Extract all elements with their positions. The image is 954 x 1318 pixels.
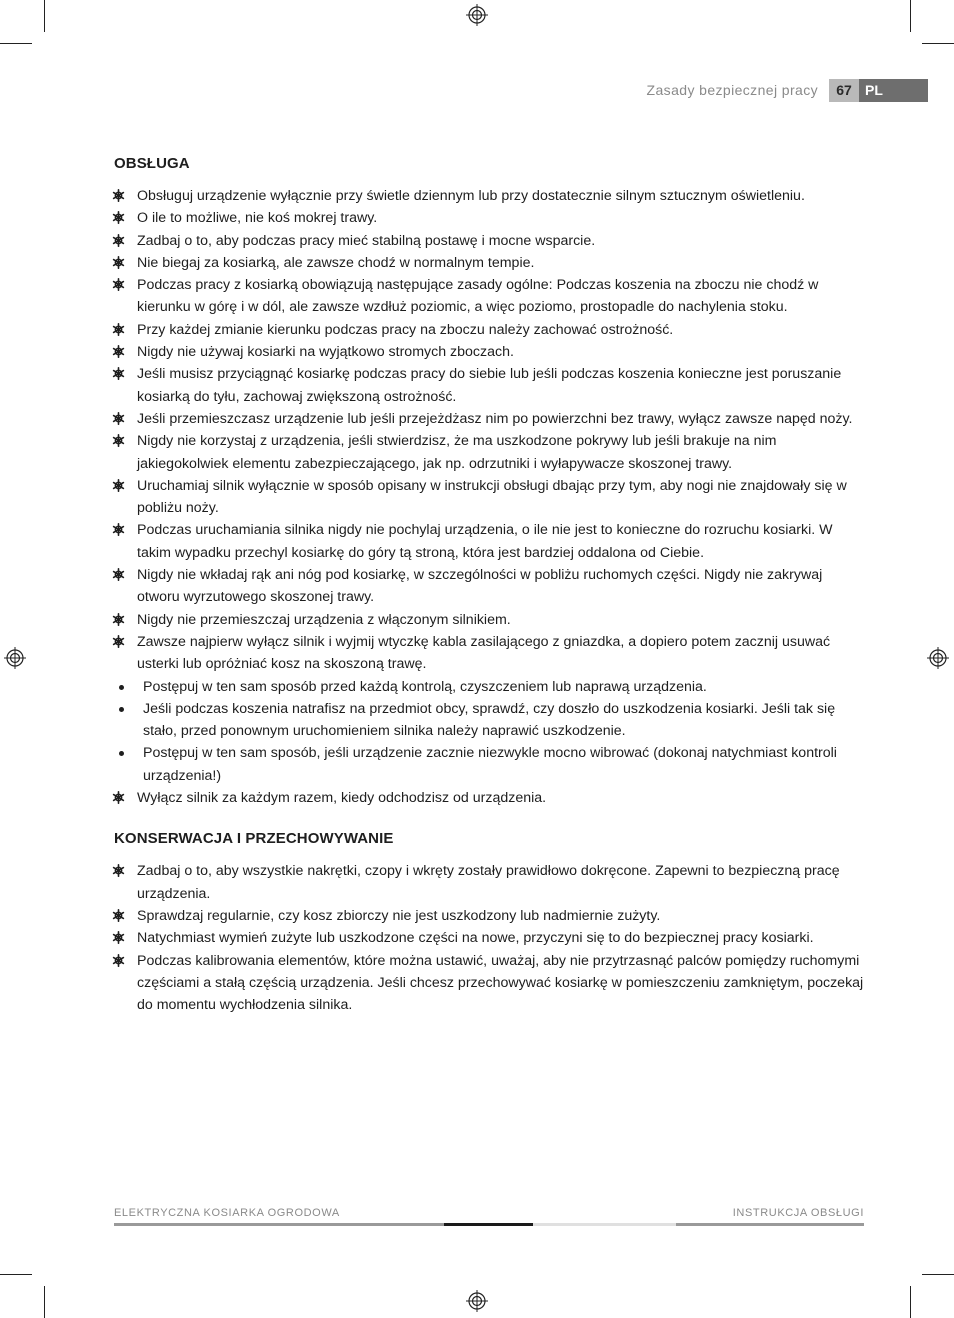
list-item xyxy=(114,950,864,1017)
snowflake-bullet-icon xyxy=(112,954,125,967)
list-item-text: Obsługuj urządzenie wyłącznie przy świetle dziennym lub przy dostatecznie silnym sztucznym oświetleniu. xyxy=(137,188,805,204)
snowflake-bullet-icon xyxy=(112,345,125,358)
section-heading: OBSŁUGA xyxy=(114,155,190,172)
sub-list-item-text: Postępuj w ten sam sposób przed każdą kontrolą, czyszczeniem lub naprawą urządzenia. xyxy=(143,678,707,695)
footer-product-name: ELEKTRYCZNA KOSIARKA OGRODOWA xyxy=(114,1207,340,1219)
snowflake-bullet-icon xyxy=(112,791,125,804)
list-item-text: Podczas kalibrowania elementów, które można ustawić, uważaj, aby nie przytrzasnąć palców pomiędzy ruchomymi częściami a stałą częścią urządzenia. Jeśli chcesz przechowywać kosiarkę w pomieszczeniu zamkniętym, poczekaj do momentu wychłodzenia silnika. xyxy=(137,952,864,1014)
snowflake-bullet-icon xyxy=(112,256,125,269)
list-item-text: Natychmiast wymień zużyte lub uszkodzone części na nowe, przyczyni się to do bezpiecznej pracy kosiarki. xyxy=(137,930,814,947)
sub-list-item-text: Jeśli podczas koszenia natrafisz na przedmiot obcy, sprawdź, czy doszło do uszkodzenia kosiarki. Jeśli tak się stało, przed ponownym uruchomieniem silnika należy naprawić uszkodzenie. xyxy=(143,700,836,740)
list-item xyxy=(114,363,864,408)
document-body xyxy=(114,155,864,1016)
sub-list-item xyxy=(114,698,864,743)
crop-mark xyxy=(0,43,32,44)
crop-mark xyxy=(922,1274,954,1275)
list-item xyxy=(114,860,864,905)
footer-rule xyxy=(533,1223,676,1226)
section xyxy=(114,155,864,809)
list-item-text: O ile to możliwe, nie koś mokrej trawy. xyxy=(137,210,378,227)
registration-mark-icon xyxy=(927,647,949,669)
section-heading: KONSERWACJA I PRZECHOWYWANIE xyxy=(114,830,394,848)
dot-bullet-icon xyxy=(119,685,124,690)
snowflake-bullet-icon xyxy=(112,278,125,291)
list-item-text: Nigdy nie używaj kosiarki na wyjątkowo stromych zboczach. xyxy=(137,344,514,361)
dot-bullet-icon xyxy=(119,707,124,712)
snowflake-bullet-icon xyxy=(112,434,125,447)
list-item xyxy=(114,252,864,274)
list-item-text: Nigdy nie przemieszczaj urządzenia z włączonym silnikiem. xyxy=(137,611,511,628)
crop-mark xyxy=(44,1286,45,1318)
list-item xyxy=(114,475,864,520)
snowflake-bullet-icon xyxy=(112,864,125,877)
dot-bullet-icon xyxy=(119,751,124,756)
crop-mark xyxy=(922,43,954,44)
section xyxy=(114,830,864,1016)
sub-list-item xyxy=(114,742,864,787)
snowflake-bullet-icon xyxy=(112,479,125,492)
snowflake-bullet-icon xyxy=(112,412,125,425)
list-item-text: Uruchamiaj silnik wyłącznie w sposób opisany w instrukcji obsługi dbając przy tym, aby nogi nie znajdowały się w pobliżu noży. xyxy=(137,477,847,517)
bullet-list xyxy=(114,860,864,1016)
list-item-text: Zadbaj o to, aby wszystkie nakrętki, czopy i wkręty zostały prawidłowo dokręcone. Zapewni to bezpieczną pracę urządzenia. xyxy=(137,863,840,902)
list-item xyxy=(114,230,864,252)
crop-mark xyxy=(910,0,911,32)
registration-mark-icon xyxy=(466,1290,488,1312)
snowflake-bullet-icon xyxy=(112,635,125,648)
page-number: 67 xyxy=(829,79,859,102)
list-item xyxy=(114,274,864,319)
list-item-text: Nigdy nie korzystaj z urządzenia, jeśli stwierdzisz, że ma uszkodzone pokrywy lub jeśli brakuje na nim jakiegokolwiek elementu zabezpieczającego, jak np. odrzutniki i wyłapywacze skoszonej trawy. xyxy=(137,433,777,472)
sub-list-item-text: Postępuj w ten sam sposób, jeśli urządzenie zacznie niezwykle mocno wibrować (dokonaj natychmiast kontroli urządzenia!) xyxy=(143,745,837,784)
list-item-text: Podczas uruchamiania silnika nigdy nie pochylaj urządzenia, o ile nie jest to konieczne do rozruchu kosiarki. W takim wypadku przechyl kosiarkę do góry tą stroną, która jest bardziej oddalona od Ciebie. xyxy=(137,522,833,561)
list-item xyxy=(114,905,864,927)
snowflake-bullet-icon xyxy=(112,367,125,380)
list-item-text: Podczas pracy z kosiarką obowiązują następujące zasady ogólne: Podczas koszenia na zboczu nie chodź w kierunku w górę i w dól, ale zawsze wzdłuż poziomic, a więc poziomo, prostopadle do nachylenia stoku. xyxy=(137,277,819,316)
crop-mark xyxy=(0,1274,32,1275)
footer-rule-accent xyxy=(444,1223,533,1226)
crop-mark xyxy=(44,0,45,32)
list-item-text: Zadbaj o to, aby podczas pracy mieć stabilną postawę i mocne wsparcie. xyxy=(137,232,596,249)
snowflake-bullet-icon xyxy=(112,189,125,202)
list-item-text: Nie biegaj za kosiarką, ale zawsze chodź w normalnym tempie. xyxy=(137,254,535,271)
registration-mark-icon xyxy=(4,647,26,669)
list-item-text: Przy każdej zmianie kierunku podczas pracy na zboczu należy zachować ostrożność. xyxy=(137,321,674,338)
page-header xyxy=(600,79,928,102)
crop-mark xyxy=(910,1286,911,1318)
sub-list xyxy=(114,676,864,787)
list-item xyxy=(114,564,864,609)
snowflake-bullet-icon xyxy=(112,613,125,626)
footer-rule xyxy=(676,1223,864,1226)
list-item xyxy=(114,185,864,207)
footer-document-type: INSTRUKCJA OBSŁUGI xyxy=(732,1207,864,1219)
list-item xyxy=(114,631,864,676)
running-header-title: Zasady bezpiecznej pracy xyxy=(646,82,818,98)
snowflake-bullet-icon xyxy=(112,323,125,336)
list-item xyxy=(114,408,864,430)
list-item-text: Jeśli musisz przyciągnąć kosiarkę podczas pracy do siebie lub jeśli podczas koszenia konieczne jest poruszanie kosiarką do tyłu, zachowaj zwiększoną ostrożność. xyxy=(137,366,842,405)
list-item xyxy=(114,519,864,564)
list-item xyxy=(114,341,864,363)
footer-rule xyxy=(114,1223,444,1226)
list-item xyxy=(114,609,864,631)
list-item-text: Nigdy nie wkładaj rąk ani nóg pod kosiarkę, w szczególności w pobliżu ruchomych części. Nigdy nie zakrywaj otworu wyrzutowego skoszonej trawy. xyxy=(137,567,823,606)
list-item-text: Sprawdzaj regularnie, czy kosz zbiorczy nie jest uszkodzony lub nadmiernie zużyty. xyxy=(137,907,661,924)
list-item xyxy=(114,430,864,475)
bullet-list xyxy=(114,185,864,809)
snowflake-bullet-icon xyxy=(112,909,125,922)
snowflake-bullet-icon xyxy=(112,523,125,536)
list-item-text: Wyłącz silnik za każdym razem, kiedy odchodzisz od urządzenia. xyxy=(137,790,547,807)
list-item-text: Jeśli przemieszczasz urządzenie lub jeśli przejeżdżasz nim po powierzchni bez trawy, wyłącz zawsze napęd noży. xyxy=(137,410,853,427)
list-item xyxy=(114,927,864,949)
snowflake-bullet-icon xyxy=(112,568,125,581)
language-badge: PL xyxy=(859,79,928,102)
list-item-text: Zawsze najpierw wyłącz silnik i wyjmij wtyczkę kabla zasilającego z gniazdka, a dopiero potem zacznij usuwać usterki lub opróżniać kosz na skoszoną trawę. xyxy=(137,633,831,673)
snowflake-bullet-icon xyxy=(112,931,125,944)
snowflake-bullet-icon xyxy=(112,234,125,247)
sub-list-item xyxy=(114,676,864,698)
sub-list-container xyxy=(114,676,864,787)
list-item xyxy=(114,207,864,229)
list-item xyxy=(114,787,864,809)
snowflake-bullet-icon xyxy=(112,211,125,224)
list-item xyxy=(114,319,864,341)
registration-mark-icon xyxy=(466,4,488,26)
